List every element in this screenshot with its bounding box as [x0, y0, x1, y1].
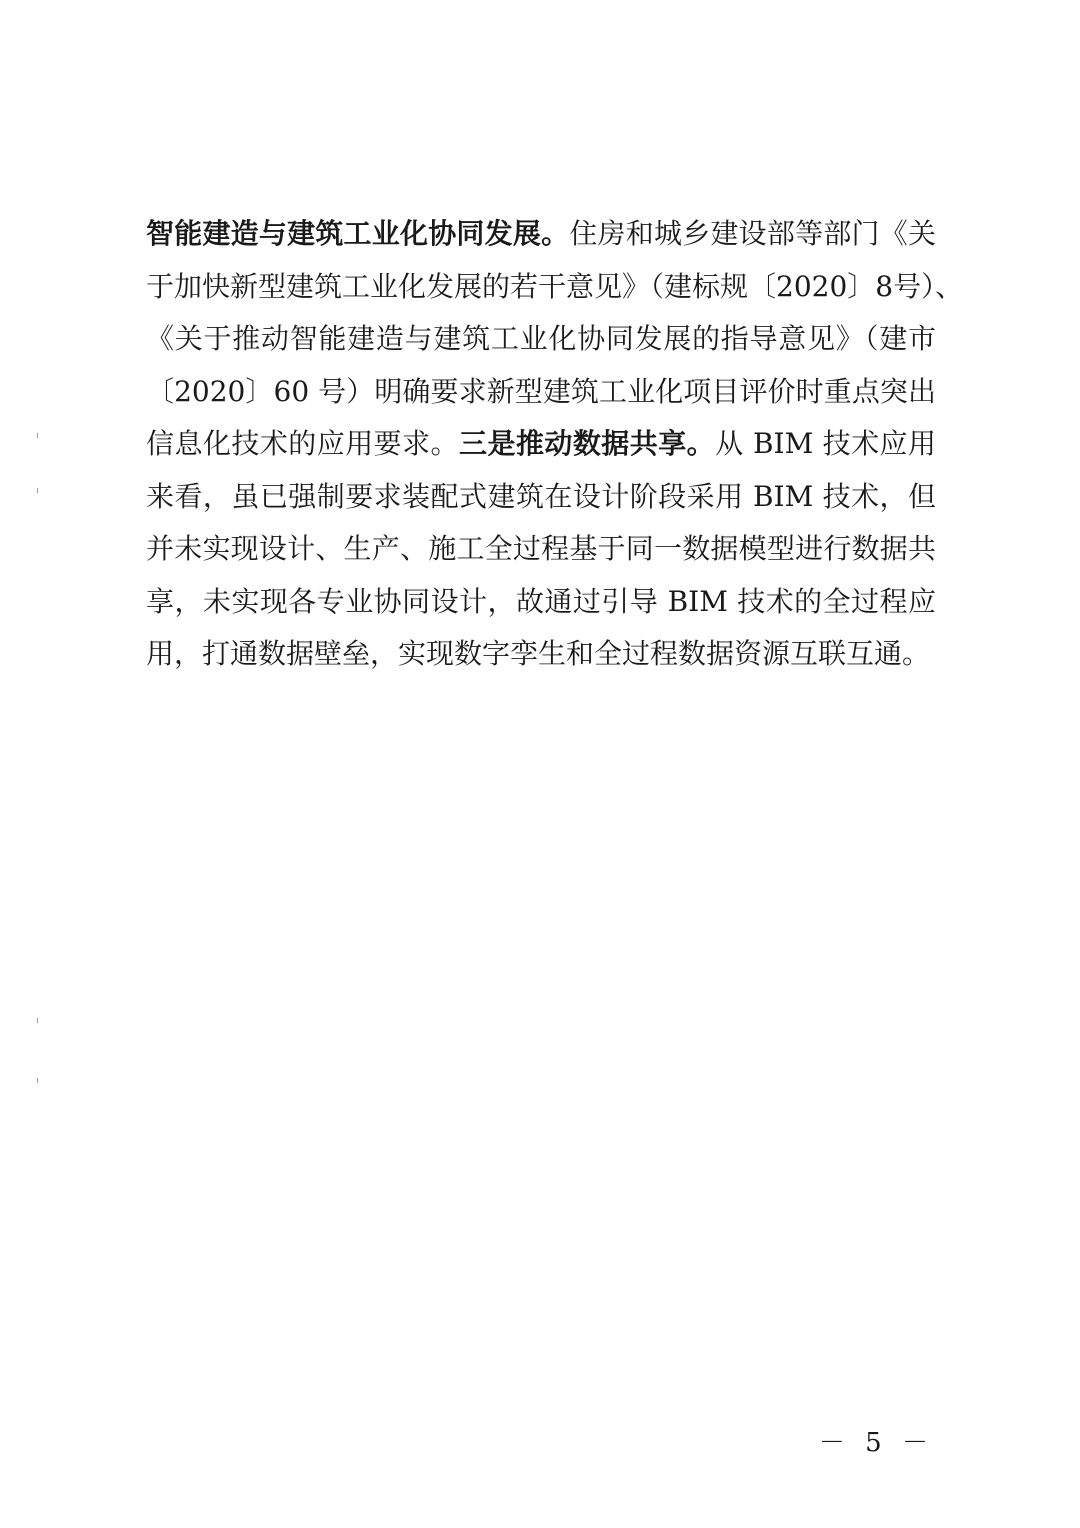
bold-heading-phrase: 三是推动数据共享。	[459, 427, 716, 460]
text-run: 来看，虽已强制要求装配式建筑在设计阶段采用 BIM 技术，但	[146, 479, 936, 513]
text-line	[146, 471, 936, 524]
text-run: 并未实现设计、生产、施工全过程基于同一数据模型进行数据共	[146, 532, 936, 565]
scan-speck	[37, 1078, 38, 1083]
text-line	[146, 261, 964, 314]
body-paragraph	[146, 208, 964, 681]
page-number: － 5 －	[818, 1428, 934, 1458]
scan-speck	[37, 488, 38, 493]
text-run: 住房和城乡建设部等部门《关	[569, 217, 936, 250]
scan-speck	[37, 433, 38, 438]
text-run: 《关于推动智能建造与建筑工业化协同发展的指导意见》（建市	[146, 322, 936, 355]
text-line	[146, 576, 936, 629]
text-line	[146, 418, 936, 471]
text-line	[146, 523, 936, 576]
text-line	[146, 208, 936, 261]
text-run: 享，未实现各专业协同设计，故通过引导 BIM 技术的全过程应	[146, 584, 936, 618]
text-line	[146, 628, 936, 681]
bold-heading-phrase: 智能建造与建筑工业化协同发展。	[146, 217, 570, 250]
text-line	[146, 313, 936, 366]
text-run: 从 BIM 技术应用	[715, 427, 936, 460]
text-line	[146, 366, 936, 419]
text-run: 用，打通数据壁垒，实现数字孪生和全过程数据资源互联互通。	[146, 637, 931, 670]
text-run: 于加快新型建筑工业化发展的若干意见》（建标规〔2020〕8号）、	[146, 269, 964, 303]
scan-speck	[37, 1018, 38, 1023]
text-run: 〔2020〕60 号）明确要求新型建筑工业化项目评价时重点突出	[146, 374, 936, 408]
text-run: 信息化技术的应用要求。	[146, 427, 460, 460]
